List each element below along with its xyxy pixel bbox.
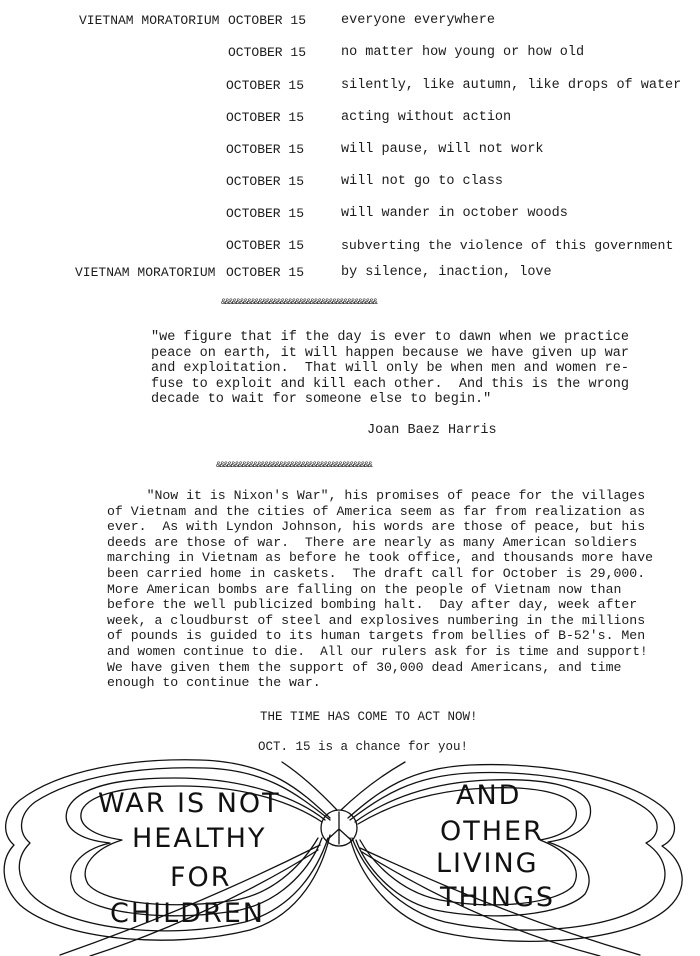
left-wing-text: HEALTHY: [132, 823, 267, 854]
poem-line: everyone everywhere: [341, 13, 495, 28]
quote-line: fuse to exploit and kill each other. And this is the wrong: [151, 376, 629, 392]
ampersand-divider: &&&&&&&&&&&&&&&&&&&&&&&&&&&&&&&&&&&&&&&&&&: [216, 460, 372, 470]
poem-line: acting without action: [341, 110, 512, 125]
paragraph-line: More American bombs are falling on the people of Vietnam now than: [107, 581, 622, 597]
paragraph-line: before the well publicized bombing halt. Day after day, week after: [107, 597, 638, 613]
call-to-action-line: THE TIME HAS COME TO ACT NOW!: [260, 710, 478, 724]
poem-date: OCTOBER 15: [226, 110, 305, 125]
poem-date: OCTOBER 15: [226, 238, 305, 253]
paragraph-line: been carried home in caskets. The draft call for October is 29,000.: [107, 566, 646, 581]
quote-line: peace on earth, it will happen because we have given up war: [151, 345, 629, 361]
paragraph-line: week, a cloudburst of steel and explosives numbering in the millions: [107, 612, 646, 628]
paragraph-line: We have given them the support of 30,000 dead Americans, and time: [107, 659, 622, 675]
paragraph-line: of Vietnam and the cities of America seem as far from realization as: [107, 503, 646, 519]
poem-line: will not go to class: [341, 174, 504, 189]
quote-line: "we figure that if the day is ever to dawn when we practice: [151, 330, 629, 345]
quote-line: and exploitation. That will only be when men and women re-: [151, 361, 629, 376]
poem-line: subverting the violence of this government: [341, 238, 674, 253]
poem-header-label: VIETNAM MORATORIUM: [79, 13, 220, 28]
right-wing-text: OTHER: [440, 816, 544, 847]
poem-date: OCTOBER 15: [226, 174, 305, 189]
paragraph-line: deeds are those of war. There are nearly as many American soldiers: [107, 534, 638, 550]
poem-line: will pause, will not work: [341, 142, 544, 157]
paragraph-line: "Now it is Nixon's War", his promises of peace for the villages: [107, 488, 646, 503]
poem-date: OCTOBER 15: [226, 265, 305, 280]
quote-attribution: Joan Baez Harris: [367, 423, 497, 438]
paragraph-line: ever. As with Lyndon Johnson, his words are those of peace, but his: [107, 519, 646, 535]
poem-footer-label: VIETNAM MORATORIUM: [75, 265, 216, 280]
right-wing-text: LIVING: [436, 848, 539, 879]
paragraph-line: of pounds is guided to its human targets from bellies of B-52's. Men: [107, 628, 646, 644]
poem-line: silently, like autumn, like drops of water: [341, 78, 682, 93]
left-wing-text: CHILDREN: [110, 898, 265, 929]
poem-date: OCTOBER 15: [226, 206, 305, 221]
poem-line: by silence, inaction, love: [341, 265, 552, 280]
left-wing-text: FOR: [170, 862, 232, 893]
poem-date: OCTOBER 15: [226, 78, 305, 93]
poem-date: OCTOBER 15: [228, 45, 307, 60]
right-wing-text: THINGS: [440, 882, 556, 913]
poem-line: no matter how young or how old: [341, 45, 585, 60]
right-wing-text: AND: [456, 780, 522, 811]
quote-line: decade to wait for someone else to begin.": [151, 392, 492, 407]
call-to-action-line: OCT. 15 is a chance for you!: [258, 740, 469, 754]
paragraph-line: enough to continue the war.: [107, 675, 321, 691]
poem-line: will wander in october woods: [341, 206, 568, 221]
poem-date: OCTOBER 15: [226, 142, 305, 157]
ampersand-divider: &&&&&&&&&&&&&&&&&&&&&&&&&&&&&&&&&&&&&&&&&&: [221, 297, 377, 307]
poem-date: OCTOBER 15: [228, 13, 307, 28]
paragraph-line: marching in Vietnam as before he took office, and thousands more have: [107, 550, 654, 566]
left-wing-text: WAR IS NOT: [98, 788, 281, 819]
paragraph-line: and women continue to die. All our rulers ask for is time and support!: [107, 644, 648, 659]
